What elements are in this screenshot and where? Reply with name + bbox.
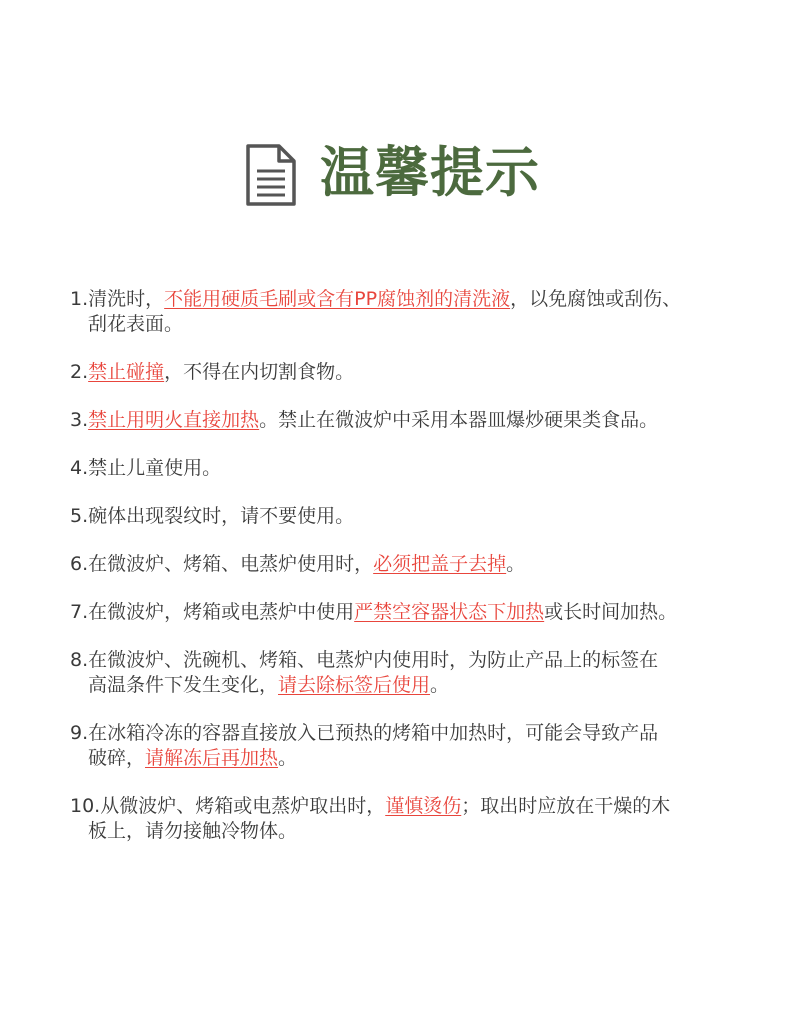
tip-text: 在微波炉、洗碗机、烤箱、电蒸炉内使用时，为防止产品上的标签在 <box>88 649 659 671</box>
tip-number: 4. <box>70 457 89 479</box>
tip-text: 高温条件下发生变化， <box>88 674 279 696</box>
tip-item-9 <box>70 721 740 771</box>
tip-number: 10. <box>70 795 101 817</box>
header <box>0 140 790 210</box>
tip-item-10 <box>70 794 740 844</box>
tip-text: 在微波炉，烤箱或电蒸炉中使用 <box>88 601 355 623</box>
tip-text: ，以免腐蚀或刮伤、 <box>510 288 682 310</box>
tip-text: 。 <box>506 553 526 575</box>
tip-text: 破碎， <box>88 747 146 769</box>
tip-highlight: 不能用硬质毛刷或含有PP腐蚀剂的清洗液 <box>164 288 511 310</box>
tip-item-1 <box>70 287 740 337</box>
page-title: 温馨提示 <box>320 141 540 204</box>
tip-item-5 <box>70 504 740 529</box>
tip-number: 2. <box>70 361 89 383</box>
tip-highlight: 必须把盖子去掉 <box>373 553 507 575</box>
tip-item-3 <box>70 408 740 433</box>
tip-highlight: 禁止碰撞 <box>88 361 165 383</box>
tip-text: 刮花表面。 <box>88 313 184 335</box>
tip-text: 在微波炉、烤箱、电蒸炉使用时， <box>88 553 374 575</box>
tip-number: 3. <box>70 409 89 431</box>
tip-text: 碗体出现裂纹时，请不要使用。 <box>88 505 355 527</box>
tip-text: 清洗时， <box>88 288 165 310</box>
tip-text: 在冰箱冷冻的容器直接放入已预热的烤箱中加热时，可能会导致产品 <box>88 722 659 744</box>
tip-number: 9. <box>70 722 89 744</box>
tip-text: 。禁止在微波炉中采用本器皿爆炒硬果类食品。 <box>259 409 659 431</box>
tip-number: 1. <box>70 288 89 310</box>
tip-number: 8. <box>70 649 89 671</box>
tip-text: 或长时间加热。 <box>544 601 678 623</box>
tip-text: ，不得在内切割食物。 <box>164 361 355 383</box>
tip-number: 5. <box>70 505 89 527</box>
tip-text: 。 <box>430 674 450 696</box>
tip-text: ；取出时应放在干燥的木 <box>461 795 671 817</box>
tip-highlight: 严禁空容器状态下加热 <box>354 601 545 623</box>
tip-highlight: 谨慎烫伤 <box>385 795 462 817</box>
tip-text: 。 <box>278 747 298 769</box>
tip-number: 6. <box>70 553 89 575</box>
tips-list <box>70 287 740 867</box>
tip-text: 从微波炉、烤箱或电蒸炉取出时， <box>100 795 386 817</box>
tip-highlight: 请去除标签后使用 <box>278 674 431 696</box>
tip-item-8 <box>70 648 740 698</box>
tip-item-6 <box>70 552 740 577</box>
tip-item-7 <box>70 600 740 625</box>
tip-text: 禁止儿童使用。 <box>88 457 222 479</box>
tip-text: 板上，请勿接触冷物体。 <box>88 820 298 842</box>
tip-highlight: 请解冻后再加热 <box>145 747 279 769</box>
tip-item-2 <box>70 360 740 385</box>
tip-number: 7. <box>70 601 89 623</box>
tip-item-4 <box>70 456 740 481</box>
tip-highlight: 禁止用明火直接加热 <box>88 409 260 431</box>
document-icon <box>245 143 297 207</box>
